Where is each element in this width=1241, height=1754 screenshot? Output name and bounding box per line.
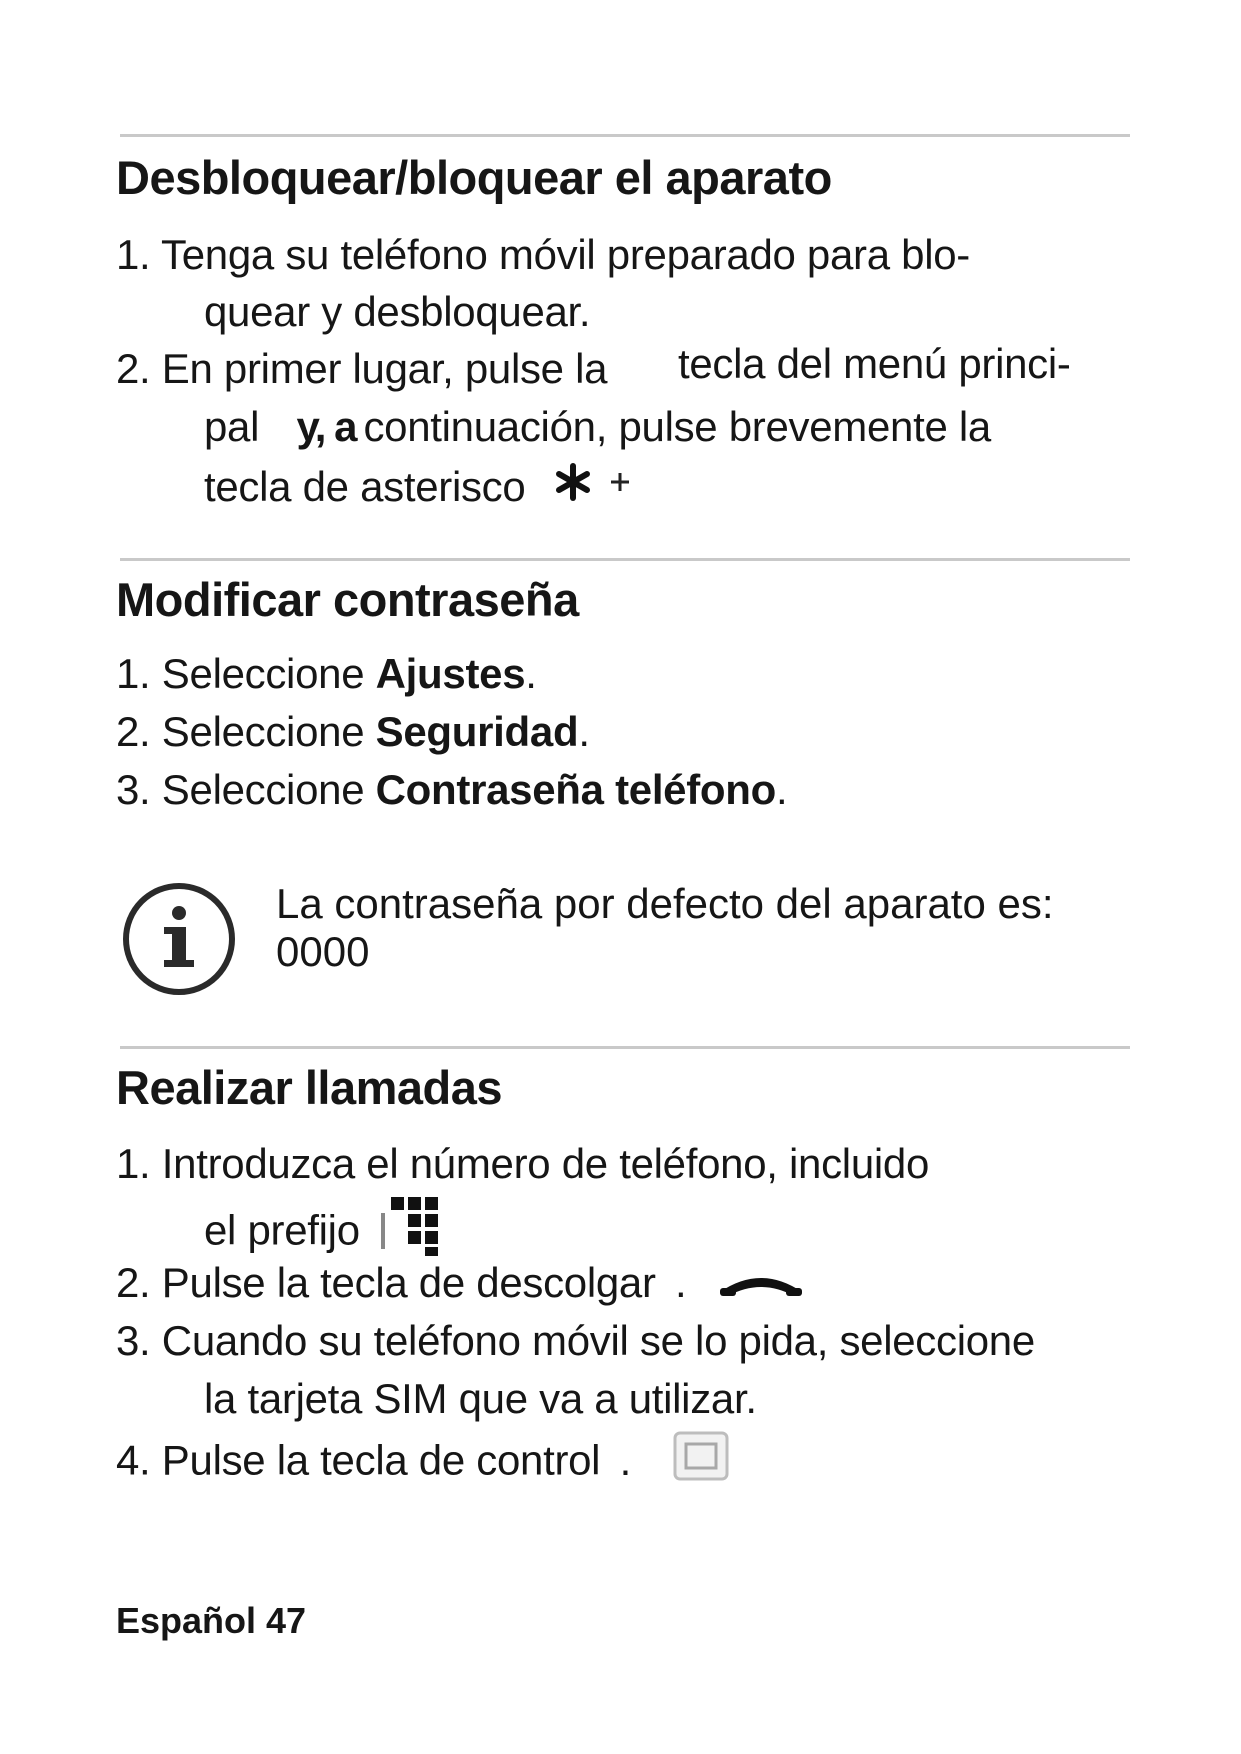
step-line [116, 1254, 806, 1315]
note-text: La contraseña por defecto del aparato es: [276, 880, 1054, 927]
menu-item-ajustes: Ajustes [375, 650, 526, 697]
step-text: y, a [296, 403, 356, 450]
step-line [116, 703, 590, 761]
section-title-calls: Realizar llamadas [116, 1061, 502, 1114]
info-icon [120, 880, 238, 998]
page-footer: Español 47 [116, 1600, 307, 1641]
note-text: 0000 [276, 928, 370, 975]
section-title-unlock: Desbloquear/bloquear el aparato [116, 151, 832, 204]
step-line [204, 398, 991, 456]
step-text: 2. Pulse la tecla de descolgar [116, 1259, 656, 1306]
section-divider [120, 134, 1130, 137]
step-line: 1. Tenga su teléfono móvil preparado para blo- [116, 231, 970, 278]
step-text: 4. Pulse la tecla de control [116, 1436, 601, 1484]
step-line: tecla del menú princi- [678, 340, 1071, 387]
step-line: 2. En primer lugar, pulse la [116, 345, 608, 392]
step-line [116, 1430, 730, 1497]
step-text: pal [204, 403, 260, 450]
control-key-icon [672, 1430, 730, 1497]
step-text: continuación, pulse brevemente la [363, 403, 991, 450]
step-line: la tarjeta SIM que va a utilizar. [204, 1375, 757, 1422]
step-line: 1. Introduzca el número de teléfono, incluido [116, 1140, 930, 1187]
step-text: 2. Seleccione [116, 708, 376, 755]
step-line [116, 645, 537, 703]
step-text: . [578, 708, 590, 755]
section-divider [120, 1046, 1130, 1049]
step-text: 1. Seleccione [116, 650, 376, 697]
section-title-password: Modificar contraseña [116, 573, 579, 626]
step-text: . [619, 1436, 631, 1484]
step-line [204, 458, 639, 519]
menu-item-contrasena-telefono: Contraseña teléfono [375, 766, 776, 813]
step-text: . [525, 650, 537, 697]
menu-item-seguridad: Seguridad [375, 708, 579, 755]
step-text: el prefijo [204, 1206, 360, 1254]
step-line [116, 761, 787, 819]
section-divider [120, 558, 1130, 561]
step-text: . [675, 1259, 687, 1306]
step-text: . [776, 766, 788, 813]
call-handset-icon [716, 1257, 806, 1315]
step-text: 3. Seleccione [116, 766, 376, 813]
step-line: quear y desbloquear. [204, 288, 591, 335]
asterisk-key-icon [549, 460, 639, 519]
step-line: 3. Cuando su teléfono móvil se lo pida, seleccione [116, 1317, 1035, 1364]
step-text: tecla de asterisco [204, 463, 526, 510]
